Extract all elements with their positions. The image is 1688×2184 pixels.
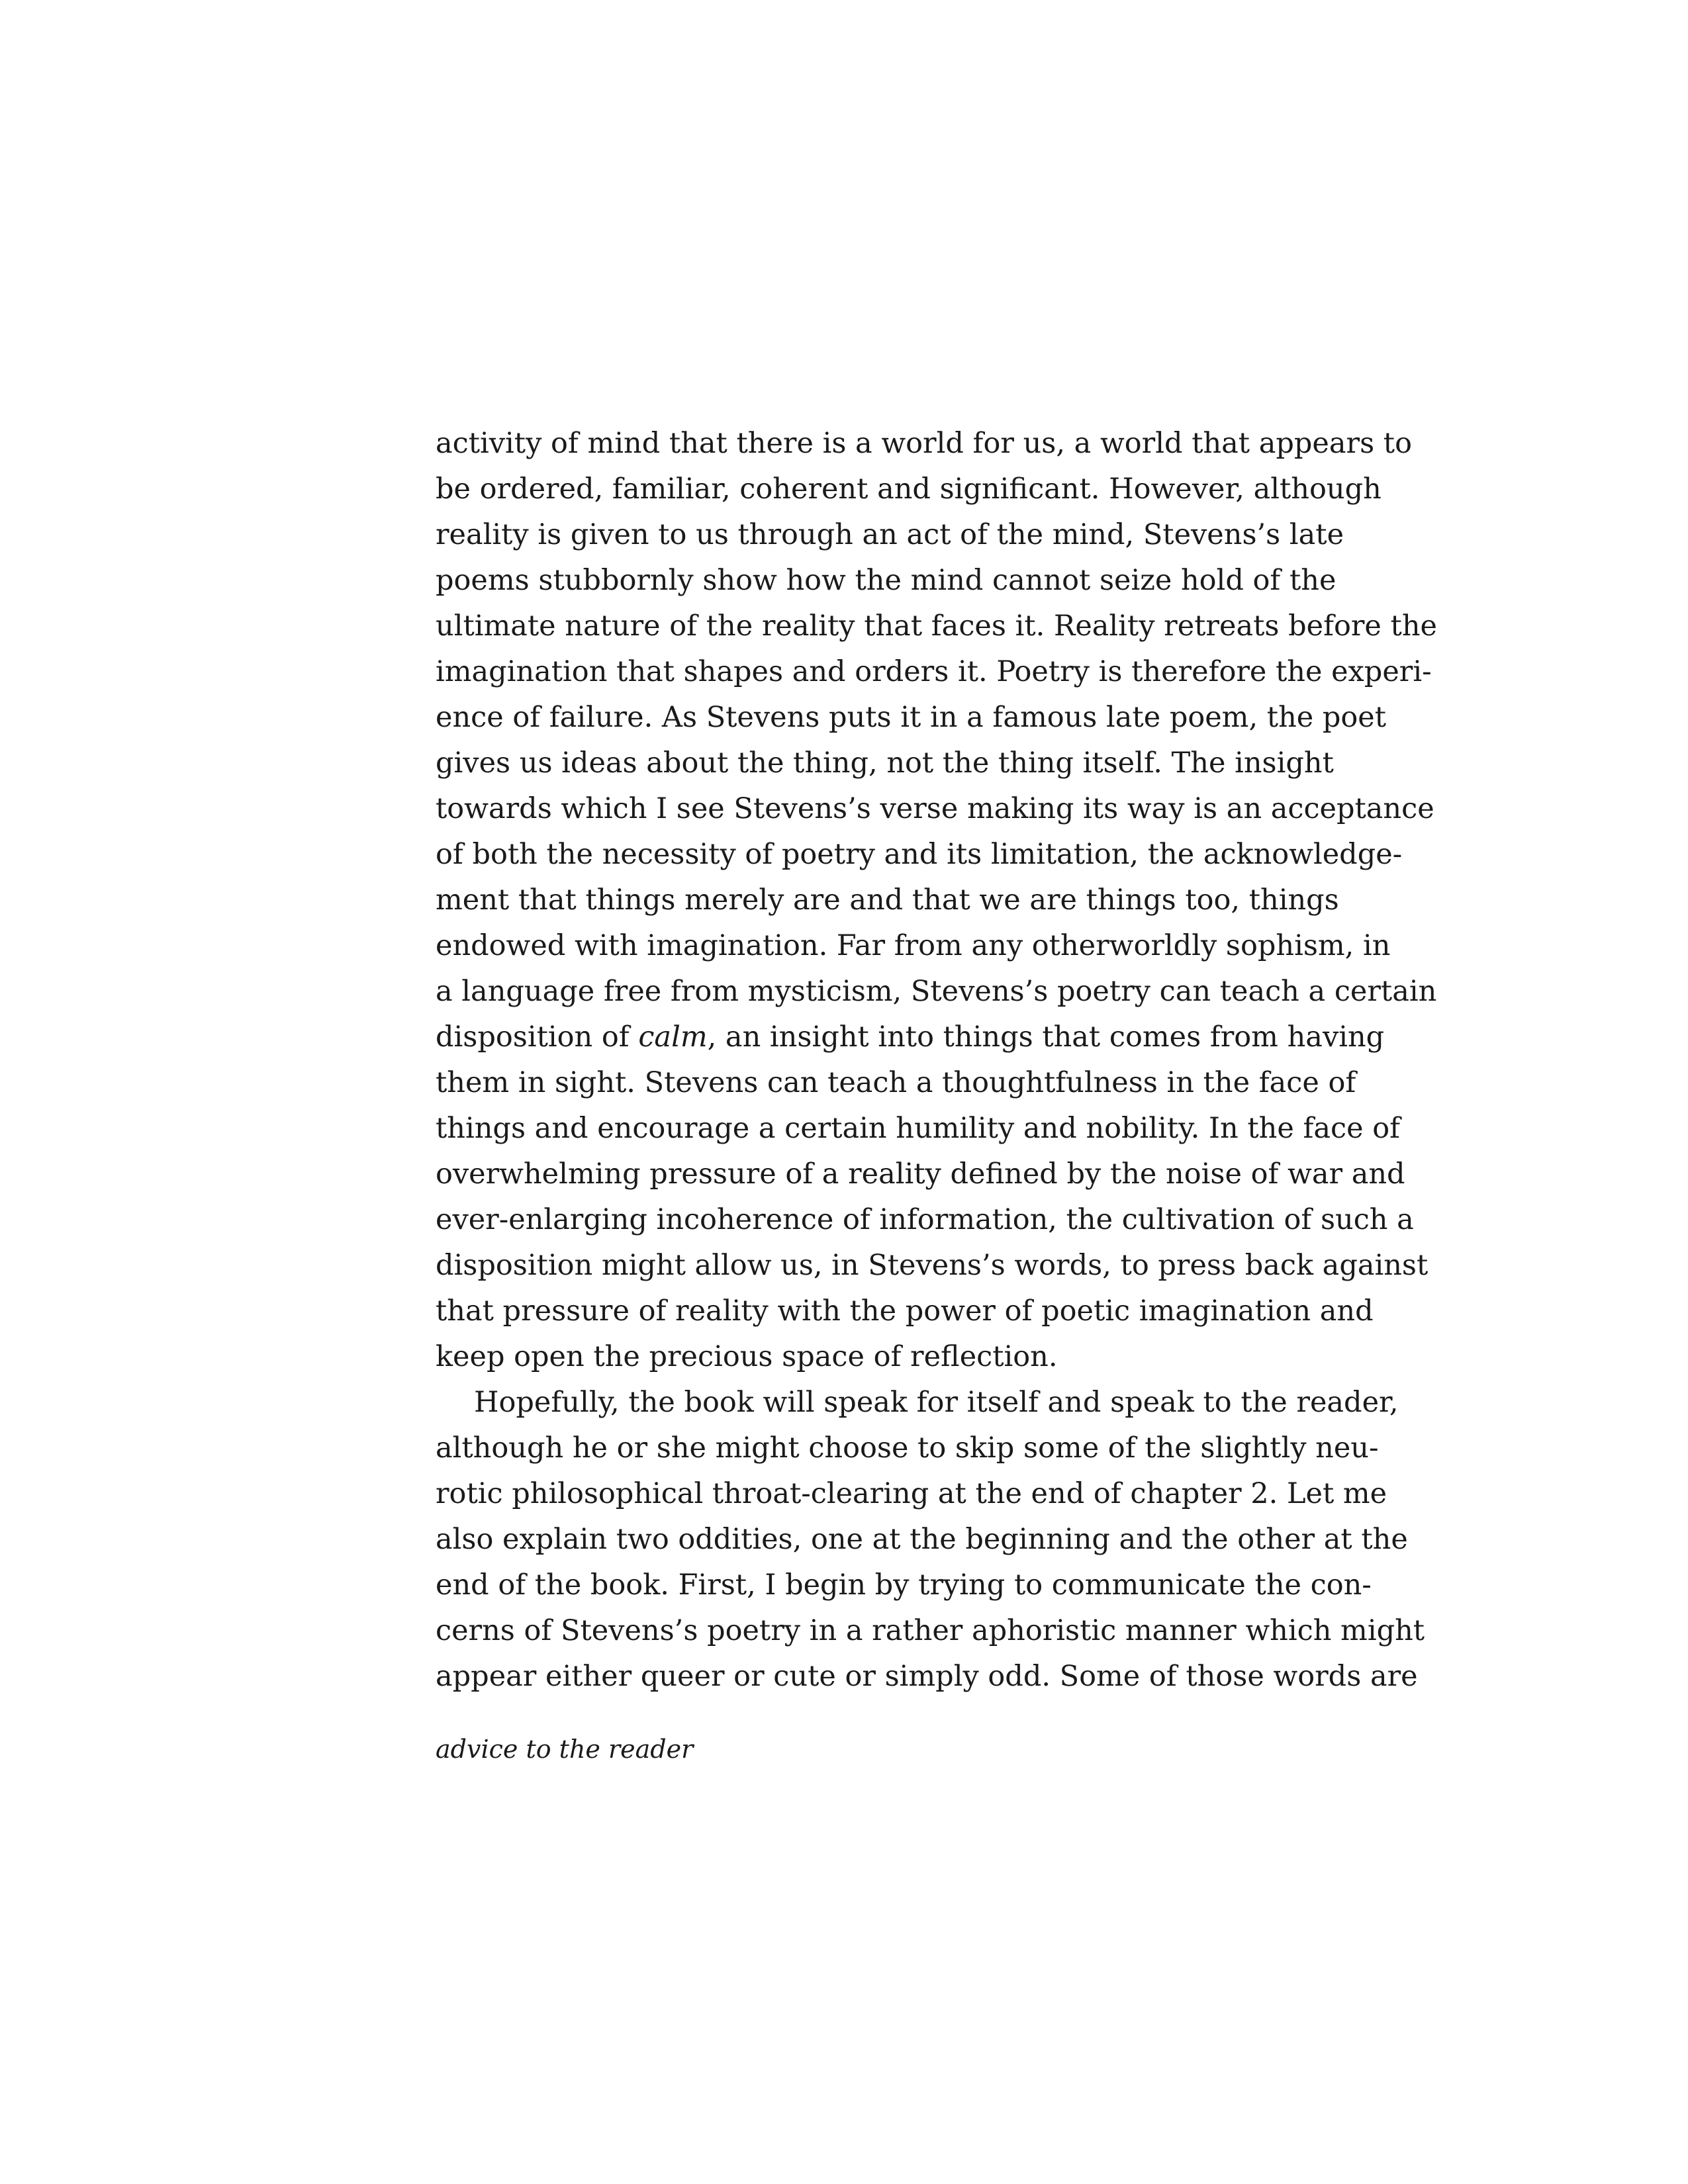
line-segment: , an insight into things that comes from having: [707, 1021, 1385, 1054]
running-footer: advice to the reader: [436, 1735, 694, 1764]
line-segment: disposition of: [436, 1021, 639, 1054]
text-line: ultimate nature of the reality that faces it. Reality retreats before the: [436, 610, 1437, 643]
text-line: be ordered, familiar, coherent and significant. However, although: [436, 473, 1382, 506]
text-line: gives us ideas about the thing, not the thing itself. The insight: [436, 747, 1334, 780]
text-line: ence of failure. As Stevens puts it in a famous late poem, the poet: [436, 701, 1387, 734]
text-line: towards which I see Stevens’s verse making its way is an acceptance: [436, 792, 1434, 825]
text-line: imagination that shapes and orders it. Poetry is therefore the experi-: [436, 655, 1432, 688]
text-line: end of the book. First, I begin by trying to communicate the con-: [436, 1569, 1372, 1602]
body-text: [436, 421, 1437, 1700]
text-line: keep open the precious space of reflection.: [436, 1340, 1058, 1373]
text-line: also explain two oddities, one at the beginning and the other at the: [436, 1523, 1408, 1556]
text-line: overwhelming pressure of a reality defined by the noise of war and: [436, 1158, 1405, 1191]
text-line: cerns of Stevens’s poetry in a rather aphoristic manner which might: [436, 1614, 1425, 1647]
text-line: although he or she might choose to skip some of the slightly neu-: [436, 1432, 1379, 1465]
emphasized-word: calm: [638, 1021, 708, 1054]
text-line: rotic philosophical throat-clearing at the end of chapter 2. Let me: [436, 1477, 1387, 1510]
text-line: disposition might allow us, in Stevens’s words, to press back against: [436, 1249, 1429, 1282]
text-line: reality is given to us through an act of the mind, Stevens’s late: [436, 518, 1344, 551]
text-line: them in sight. Stevens can teach a thoughtfulness in the face of: [436, 1066, 1356, 1099]
text-line: activity of mind that there is a world for us, a world that appears to: [436, 427, 1412, 460]
text-line: ever-enlarging incoherence of information, the cultivation of such a: [436, 1203, 1414, 1236]
text-line: Hopefully, the book will speak for itself and speak to the reader,: [474, 1386, 1399, 1419]
text-line: of both the necessity of poetry and its limitation, the acknowledge-: [436, 838, 1403, 871]
text-line: that pressure of reality with the power of poetic imagination and: [436, 1295, 1374, 1328]
text-line: poems stubbornly show how the mind cannot seize hold of the: [436, 564, 1336, 597]
text-line: ment that things merely are and that we are things too, things: [436, 884, 1339, 917]
text-line: a language free from mysticism, Stevens’s poetry can teach a certain: [436, 975, 1437, 1008]
text-line: appear either queer or cute or simply odd. Some of those words are: [436, 1660, 1418, 1693]
text-line-with-emphasis: [436, 1015, 1385, 1060]
text-line: endowed with imagination. Far from any otherworldly sophism, in: [436, 929, 1391, 962]
text-line: things and encourage a certain humility and nobility. In the face of: [436, 1112, 1401, 1145]
